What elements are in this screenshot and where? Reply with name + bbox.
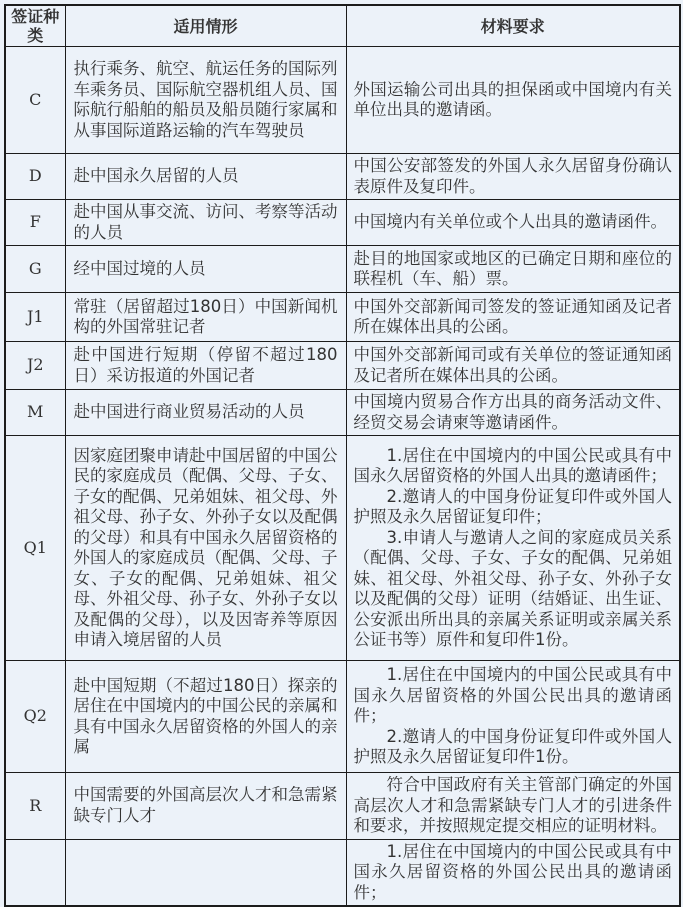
visa-requirements-table bbox=[4, 4, 681, 907]
table-row bbox=[5, 390, 680, 436]
visa-type-cell: M bbox=[5, 390, 65, 436]
situation-cell: 赴中国从事交流、访问、考察等活动的人员 bbox=[65, 200, 346, 246]
header-visa-type: 签证种类 bbox=[5, 5, 65, 47]
situation-cell: 常驻（居留超过180日）中国新闻机构的外国常驻记者 bbox=[65, 293, 346, 342]
visa-type-cell: F bbox=[5, 200, 65, 246]
materials-paragraph: 中国境内贸易合作方出具的商务活动文件、经贸交易会请柬等邀请函件。 bbox=[353, 392, 672, 432]
materials-cell bbox=[346, 154, 680, 200]
materials-paragraph: 1.居住在中国境内的中国公民或具有中国永久居留资格的外国人出具的邀请函件； bbox=[353, 445, 672, 485]
visa-type-cell: Q2 bbox=[5, 661, 65, 773]
materials-cell bbox=[346, 200, 680, 246]
visa-type-cell: J2 bbox=[5, 342, 65, 390]
materials-paragraph: 3.申请人与邀请人之间的家庭成员关系（配偶、父母、子女、子女的配偶、兄弟姐妹、祖父母、外祖父母、孙子女、外孙子女以及配偶的父母）证明（结婚证、出生证、公安派出所出具的亲属关系证明或亲属关系公证书等）原件和复印件1份。 bbox=[353, 527, 672, 649]
situation-cell: 执行乘务、航空、航运任务的国际列车乘务员、国际航空器机组人员、国际航行船舶的船员及船员随行家属和从事国际道路运输的汽车驾驶员 bbox=[65, 47, 346, 154]
header-row bbox=[5, 5, 680, 47]
visa-type-cell bbox=[5, 839, 65, 906]
header-situation: 适用情形 bbox=[65, 5, 346, 47]
situation-cell: 因家庭团聚申请赴中国居留的中国公民的家庭成员（配偶、父母、子女、子女的配偶、兄弟姐妹、祖父母、外祖父母、孙子女、外孙子女以及配偶的父母）和具有中国永久居留资格的外国人的家庭成员（配偶、父母、子女、子女的配偶、兄弟姐妹、祖父母、外祖父母、孙子女、外孙子女以及配偶的父母），以及因寄养等原因申请入境居留的人员 bbox=[65, 436, 346, 661]
table-row bbox=[5, 661, 680, 773]
table-row bbox=[5, 47, 680, 154]
materials-paragraph: 符合中国政府有关主管部门确定的外国高层次人才和急需紧缺专门人才的引进条件和要求，并按照规定提交相应的证明材料。 bbox=[353, 775, 672, 835]
visa-type-cell: R bbox=[5, 773, 65, 840]
table-row bbox=[5, 839, 680, 906]
visa-type-cell: G bbox=[5, 246, 65, 293]
materials-paragraph: 外国运输公司出具的担保函或中国境内有关单位出具的邀请函。 bbox=[353, 79, 672, 119]
header-materials: 材料要求 bbox=[346, 5, 680, 47]
visa-type-cell: Q1 bbox=[5, 436, 65, 661]
materials-cell bbox=[346, 661, 680, 773]
visa-type-cell: J1 bbox=[5, 293, 65, 342]
table-row bbox=[5, 200, 680, 246]
materials-cell bbox=[346, 390, 680, 436]
table-row bbox=[5, 436, 680, 661]
materials-paragraph: 2.邀请人的中国身份证复印件或外国人护照及永久居留证复印件1份。 bbox=[353, 726, 672, 767]
materials-cell bbox=[346, 436, 680, 661]
situation-cell: 经中国过境的人员 bbox=[65, 246, 346, 293]
materials-paragraph: 中国外交部新闻司或有关单位的签证通知函及记者所在媒体出具的公函。 bbox=[353, 345, 672, 385]
materials-paragraph: 中国公安部签发的外国人永久居留身份确认表原件及复印件。 bbox=[353, 156, 672, 196]
table-row bbox=[5, 342, 680, 390]
table-row bbox=[5, 154, 680, 200]
materials-cell bbox=[346, 47, 680, 154]
table-row bbox=[5, 246, 680, 293]
materials-paragraph: 1.居住在中国境内的中国公民或具有中国永久居留资格的外国公民出具的邀请函件； bbox=[353, 665, 672, 726]
materials-paragraph: 赴目的地国家或地区的已确定日期和座位的联程机（车、船）票。 bbox=[353, 248, 672, 288]
situation-cell: 赴中国短期（不超过180日）探亲的居住在中国境内的中国公民的亲属和具有中国永久居留资格的外国人的亲属 bbox=[65, 661, 346, 773]
table-row bbox=[5, 773, 680, 840]
materials-cell bbox=[346, 342, 680, 390]
situation-cell: 中国需要的外国高层次人才和急需紧缺专门人才 bbox=[65, 773, 346, 840]
materials-paragraph: 2.邀请人的中国身份证复印件或外国人护照及永久居留证复印件； bbox=[353, 486, 672, 526]
materials-cell bbox=[346, 839, 680, 906]
situation-cell: 赴中国进行商业贸易活动的人员 bbox=[65, 390, 346, 436]
table-row bbox=[5, 293, 680, 342]
materials-cell bbox=[346, 773, 680, 840]
materials-paragraph: 中国外交部新闻司签发的签证通知函及记者所在媒体出具的公函。 bbox=[353, 296, 672, 336]
materials-paragraph: 1.居住在中国境内的中国公民或具有中国永久居留资格的外国公民出具的邀请函件； bbox=[353, 841, 672, 902]
situation-cell: 赴中国永久居留的人员 bbox=[65, 154, 346, 200]
visa-type-cell: D bbox=[5, 154, 65, 200]
materials-paragraph: 中国境内有关单位或个人出具的邀请函件。 bbox=[353, 212, 667, 232]
visa-type-cell: C bbox=[5, 47, 65, 154]
materials-cell bbox=[346, 246, 680, 293]
materials-cell bbox=[346, 293, 680, 342]
visa-table-body bbox=[5, 47, 680, 907]
situation-cell: 赴中国进行短期（停留不超过180日）采访报道的外国记者 bbox=[65, 342, 346, 390]
situation-cell bbox=[65, 839, 346, 906]
